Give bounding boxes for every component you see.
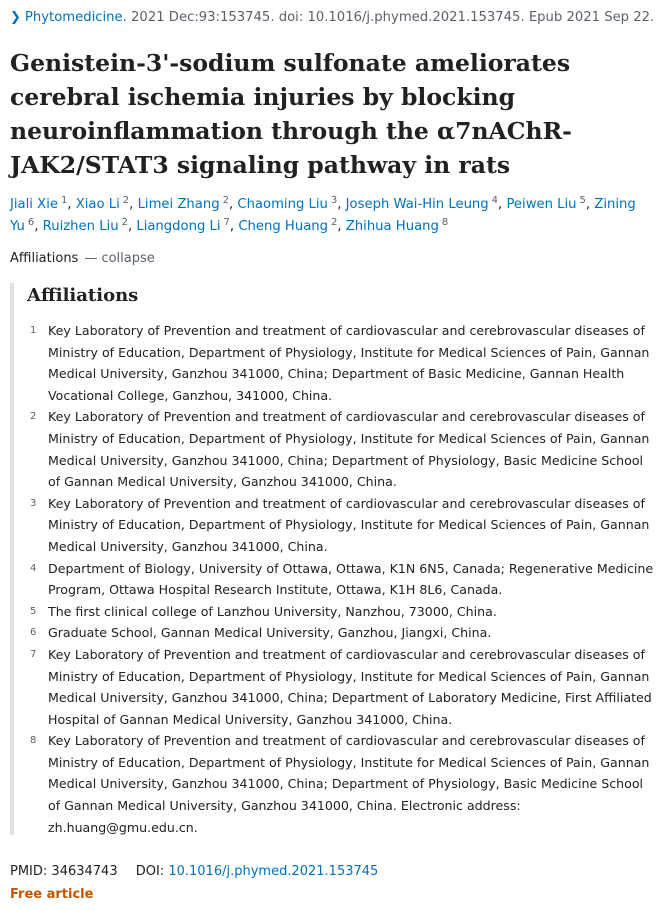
affiliation-number: 1 xyxy=(30,325,37,336)
affiliation-item xyxy=(30,601,658,623)
author-affiliation-ref[interactable]: 5 xyxy=(579,195,586,206)
affiliation-text: The first clinical college of Lanzhou University, Nanzhou, 73000, China. xyxy=(48,603,497,619)
author-link[interactable]: Peiwen Liu xyxy=(506,197,577,212)
author-link[interactable]: Jiali Xie xyxy=(10,197,58,212)
affiliation-item xyxy=(30,622,658,644)
author-item xyxy=(237,197,337,212)
author-link[interactable]: Xiao Li xyxy=(75,197,120,212)
author-affiliation-ref[interactable]: 3 xyxy=(330,195,338,206)
affiliation-item xyxy=(30,558,658,601)
affiliation-number: 7 xyxy=(30,648,37,660)
author-item xyxy=(42,216,128,234)
author-link[interactable]: Chaoming Liu xyxy=(237,197,328,212)
affiliation-item xyxy=(30,320,658,406)
affiliation-text: Key Laboratory of Prevention and treatment of cardiovascular and cerebrovascular diseases of Ministry of Education, Department of Physiology, Institute for Medical Sciences of Pain, Gannan Medical University, Ganzhou 341000, China; Department of Physiology, Basic Medicine School of Gannan Medical University, Ganzhou 341000, China. xyxy=(48,409,650,490)
affiliations-heading: Affiliations xyxy=(27,285,139,306)
author-link[interactable]: Limei Zhang xyxy=(137,197,220,212)
pmid-value: 34634743 xyxy=(51,864,118,879)
author-affiliation-ref[interactable]: 2 xyxy=(331,216,338,228)
author-link[interactable]: Joseph Wai-Hin Leung xyxy=(345,197,489,212)
author-item xyxy=(10,197,67,212)
affiliation-number: 6 xyxy=(30,627,37,639)
affiliation-item xyxy=(30,406,658,492)
affiliations-list xyxy=(30,320,658,838)
author-affiliation-ref[interactable]: 4 xyxy=(491,195,499,206)
doi-label: DOI: xyxy=(135,864,165,879)
author-affiliation-ref[interactable]: 7 xyxy=(223,216,230,228)
author-item xyxy=(136,216,230,234)
citation-details: 2021 Dec:93:153745. doi: 10.1016/j.phymed.2021.153745. Epub 2021 Sep 22. xyxy=(131,10,655,25)
author-affiliation-ref[interactable]: 2 xyxy=(121,216,128,228)
pmid-label: PMID: xyxy=(10,864,48,879)
doi-link[interactable]: 10.1016/j.phymed.2021.153745 xyxy=(168,864,379,879)
affiliation-text: Key Laboratory of Prevention and treatment of cardiovascular and cerebrovascular diseases of Ministry of Education, Department of Physiology, Institute for Medical Sciences of Pain, Gannan Medical University, Ganzhou 341000, China. xyxy=(48,495,650,554)
collapse-button[interactable]: — collapse xyxy=(84,251,155,266)
affiliation-text: Department of Biology, University of Ottawa, Ottawa, K1N 6N5, Canada; Regenerative Medicine Program, Ottawa Hospital Research Institute, Ottawa, K1H 8L6, Canada. xyxy=(48,560,654,598)
chevron-right-icon[interactable]: ❯ xyxy=(10,10,21,25)
affiliation-number: 4 xyxy=(30,562,37,574)
affiliation-text: Key Laboratory of Prevention and treatment of cardiovascular and cerebrovascular diseases of Ministry of Education, Department of Physiology, Institute for Medical Sciences of Pain, Gannan Medical University, Ganzhou 341000, China; Department of Physiology, Basic Medicine School of Gannan Medical University, Ganzhou 341000, China. Electronic address: zh.huang@gmu.edu.cn. xyxy=(48,733,650,835)
affiliations-toggle-label: Affiliations xyxy=(10,251,79,266)
article-identifiers xyxy=(10,864,378,879)
affiliation-number: 2 xyxy=(30,411,37,423)
free-article-badge: Free article xyxy=(10,887,94,902)
author-item xyxy=(345,216,449,234)
author-link[interactable]: Zining Yu xyxy=(10,197,636,234)
author-affiliation-ref[interactable]: 2 xyxy=(222,195,229,206)
author-affiliation-ref[interactable]: 8 xyxy=(441,216,449,228)
affiliation-text: Key Laboratory of Prevention and treatment of cardiovascular and cerebrovascular diseases of Ministry of Education, Department of Physiology, Institute for Medical Sciences of Pain, Gannan Medical University, Ganzhou 341000, China; Department of Basic Medicine, Gannan Health Vocational College, Ganzhou, 341000, China. xyxy=(48,323,650,403)
author-item xyxy=(76,197,129,212)
author-item xyxy=(238,216,338,234)
author-list: Jiali Xie $^1$, Xiao Li $^2$, Limei Zhang $^2$, Chaoming Liu $^3$, Joseph Wai-Hin Leung $^4$, Peiwen Liu $^5$, Zining Yu $^6$, Ruizhen Liu $^2$, Liangdong Li $^7$, Cheng Huang $^2$, Zhihua Huang $^8$ xyxy=(10,195,636,234)
author-link[interactable]: Zhihua Huang xyxy=(345,218,439,234)
author-affiliation-ref[interactable]: 6 xyxy=(27,216,35,228)
affiliation-text: Key Laboratory of Prevention and treatment of cardiovascular and cerebrovascular diseases of Ministry of Education, Department of Physiology, Institute for Medical Sciences of Pain, Gannan Medical University, Ganzhou 341000, China; Department of Laboratory Medicine, First Affiliated Hospital of Gannan Medical University, Ganzhou 341000, China. xyxy=(48,646,652,727)
affiliations-toggle[interactable] xyxy=(10,251,155,266)
author-link[interactable]: Liangdong Li xyxy=(136,218,221,234)
author-item xyxy=(138,197,229,212)
journal-link[interactable]: Phytomedicine. xyxy=(24,10,127,25)
author-link[interactable]: Ruizhen Liu xyxy=(42,218,119,234)
author-link[interactable]: Cheng Huang xyxy=(238,218,328,234)
affiliation-item xyxy=(30,644,658,730)
author-item xyxy=(346,197,498,212)
affiliation-number: 8 xyxy=(30,735,37,747)
affiliation-number: 3 xyxy=(30,497,37,509)
citation-line xyxy=(10,10,654,25)
affiliation-text: Graduate School, Gannan Medical University, Ganzhou, Jiangxi, China. xyxy=(48,625,492,641)
author-item xyxy=(506,197,585,212)
author-affiliation-ref[interactable]: 1 xyxy=(60,195,68,206)
affiliation-number: 5 xyxy=(30,605,37,617)
author-affiliation-ref[interactable]: 2 xyxy=(122,195,130,206)
article-title: Genistein-3'-sodium sulfonate ameliorates cerebral ischemia injuries by blocking neuroinflammation through the α7nAChR-JAK2/STAT3 signaling pathway in rats xyxy=(10,49,572,179)
affiliation-item xyxy=(30,493,658,558)
affiliation-item xyxy=(30,730,658,838)
